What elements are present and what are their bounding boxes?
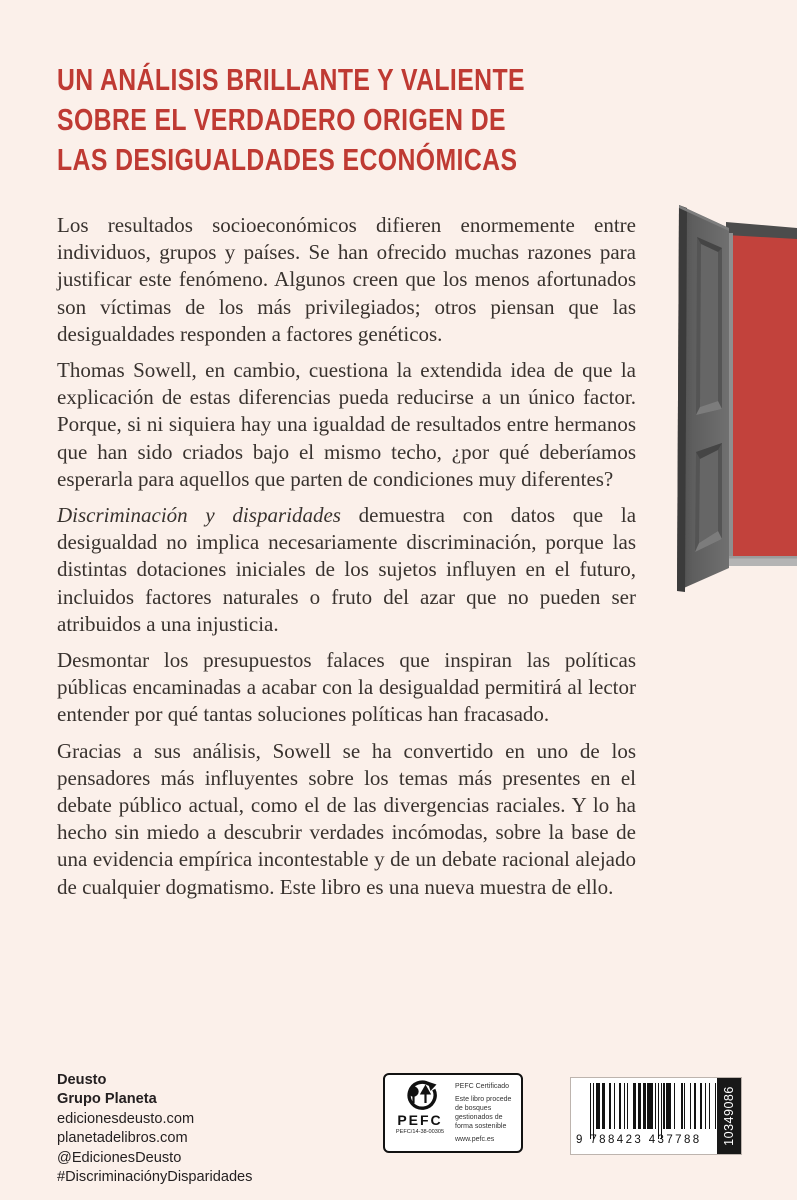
product-code: 10349086 <box>722 1086 736 1146</box>
synopsis-paragraph-5: Gracias a sus análisis, Sowell se ha convertido en uno de los pensadores más influyentes sobre los temas más presentes en el debate público actual, como el de las divergencias raciales. Y lo ha hecho sin miedo a descubrir verdades incómodas, sobre la base de una evidencia empírica incontestable y de un debate racional alejado de cualquier dogmatismo. Este libro es una nueva muestra de ello. <box>57 738 636 899</box>
door-lower-panel-face <box>699 450 718 543</box>
pefc-logo-text: PEFC <box>397 1112 443 1128</box>
door-sill-shadow <box>726 556 797 559</box>
pefc-license-code: PEFC/14-38-00305 <box>395 1129 445 1135</box>
open-door-illustration <box>676 200 797 595</box>
publisher-group: Grupo Planeta <box>57 1091 157 1108</box>
synopsis-paragraph-2: Thomas Sowell, en cambio, cuestiona la extendida idea de que la explicación de estas diferencias pueda reducirse a un único factor. Porque, si ni siquiera hay una igualdad de resultados entre hermanos que han sido criados bajo el mismo techo, ¿por qué deberíamos esperarla para aquellos que parten de condiciones muy diferentes? <box>57 358 636 491</box>
publisher-hashtag: #DiscriminaciónyDisparidades <box>57 1169 253 1186</box>
doorway-opening <box>732 234 797 559</box>
pefc-label <box>383 1073 523 1153</box>
headline-line-1: UN ANÁLISIS BRILLANTE Y VALIENTE <box>57 62 525 97</box>
pefc-cert-label: PEFC Certificado <box>455 1083 510 1090</box>
door-upper-panel-face <box>700 244 718 407</box>
product-code-strip <box>717 1078 741 1154</box>
isbn-number: 9 788423 437788 <box>576 1134 702 1146</box>
publisher-website-2: planetadelibros.com <box>57 1130 188 1147</box>
pefc-url: www.pefc.es <box>455 1135 495 1143</box>
headline-line-3: LAS DESIGUALDADES ECONÓMICAS <box>57 142 518 177</box>
synopsis <box>57 212 636 910</box>
publisher-imprint: Deusto <box>57 1072 107 1088</box>
synopsis-paragraph-4: Desmontar los presupuestos falaces que inspiran las políticas públicas encaminadas a acabar con la desigualdad permitirá al lector entender por qué tantas soluciones políticas han fracasado. <box>57 648 636 727</box>
isbn-barcode <box>570 1077 742 1155</box>
publisher-block <box>57 1071 252 1187</box>
headline <box>57 60 642 180</box>
pefc-description: Este libro procede de bosques gestionados de forma sostenible <box>455 1095 512 1131</box>
synopsis-paragraph-1: Los resultados socioeconómicos difieren enormemente entre individuos, grupos y países. Se han ofrecido muchas razones para justificar este fenómeno. Algunos creen que los menos afortunados son víctimas de los más privilegiados; otros piensan que las desigualdades responden a factores genéticos. <box>57 213 636 346</box>
pefc-text-column <box>455 1080 514 1147</box>
synopsis-paragraph-3 <box>57 502 636 638</box>
pefc-logo-column <box>392 1080 448 1147</box>
book-title-italic: Discriminación y disparidades <box>57 503 341 528</box>
pefc-trees-icon <box>400 1080 440 1112</box>
barcode-bars <box>590 1083 730 1141</box>
headline-line-2: SOBRE EL VERDADERO ORIGEN DE <box>57 102 506 137</box>
synopsis-paragraph-3-rest: demuestra con datos que la desigualdad no implica necesariamente discriminación, porque las distintas dotaciones iniciales de los sujetos influyen en el futuro, incluidos factores naturales o fruto del azar que no pueden ser atribuidos a una injusticia. <box>57 503 637 636</box>
publisher-website-1: edicionesdeusto.com <box>57 1110 195 1127</box>
publisher-social-handle: @EdicionesDeusto <box>57 1149 182 1166</box>
